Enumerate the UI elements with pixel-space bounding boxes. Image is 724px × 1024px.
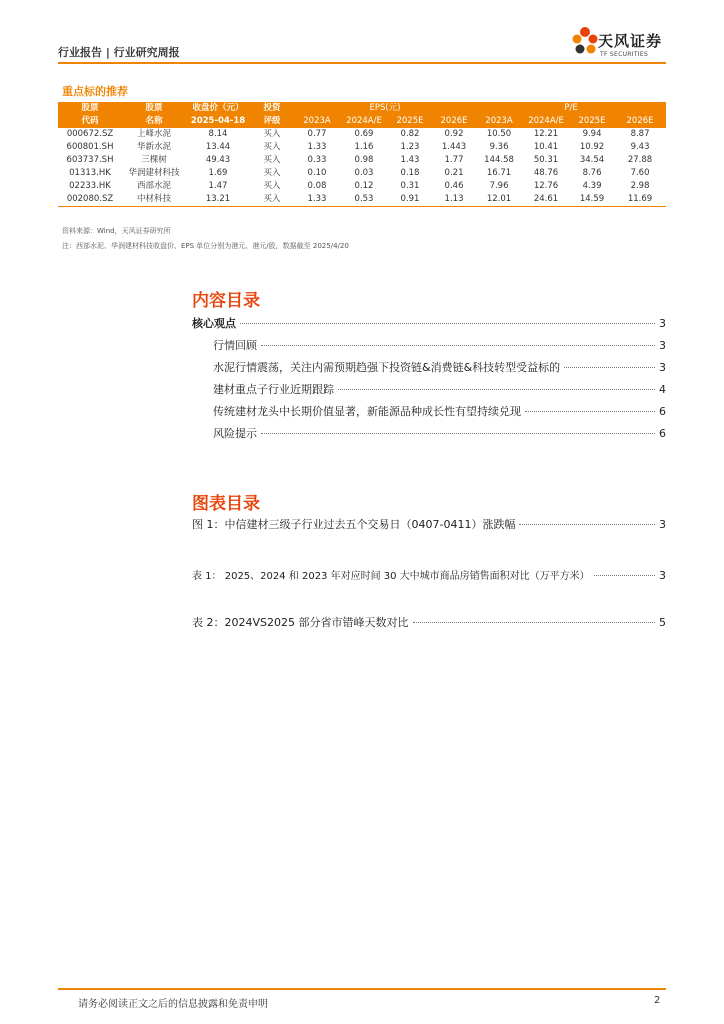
figure-toc-item[interactable]: [192, 614, 666, 630]
header-name-top: 股票: [122, 102, 186, 115]
header-name-bottom: 名称: [122, 115, 186, 128]
table-header-row-bottom: [58, 115, 666, 128]
toc-leader: [413, 622, 656, 623]
page-number: 2: [654, 995, 661, 1006]
cell-pe: 8.76: [582, 168, 602, 178]
header-pe-2023: 2023A: [476, 115, 522, 128]
header-pe-2026: 2026E: [614, 115, 666, 128]
cell-price: 8.14: [208, 129, 228, 139]
cell-eps: 1.33: [307, 142, 327, 152]
cell-name: 中材科技: [122, 193, 186, 207]
toc-leader: [338, 389, 655, 390]
figure-toc-page: 3: [659, 518, 666, 531]
cell-code: 01313.HK: [69, 168, 111, 178]
toc-item[interactable]: [213, 337, 666, 353]
cell-name: 西部水泥: [136, 181, 171, 191]
report-type-title: 行业报告 | 行业研究周报: [58, 46, 180, 59]
logo-english-text: TF SECURITIES: [600, 51, 649, 58]
figure-toc-page: 5: [659, 616, 666, 629]
cell-rating: 买入: [263, 155, 281, 165]
cell-eps: 1.443: [441, 142, 467, 152]
recommend-section-label: 重点标的推荐: [62, 85, 128, 98]
figure-toc-title: 图 1：中信建材三级子行业过去五个交易日（0407-0411）涨跌幅: [192, 518, 516, 531]
toc-leader: [594, 575, 655, 576]
cell-rating: 买入: [263, 181, 281, 191]
footer-divider: [58, 988, 666, 990]
cell-name: 华新水泥: [136, 142, 171, 152]
cell-eps: 0.69: [354, 129, 374, 139]
table-header-row-top: [58, 102, 666, 115]
cell-eps: 0.98: [354, 155, 374, 165]
cell-eps: 0.31: [400, 181, 420, 191]
header-price-bottom: 2025-04-18: [186, 115, 250, 128]
cell-eps: 0.53: [340, 193, 388, 207]
cell-pe: 27.88: [627, 155, 653, 165]
cell-eps: 0.08: [307, 181, 327, 191]
toc-item-title: 建材重点子行业近期跟踪: [213, 383, 334, 396]
cell-pe: 24.61: [522, 193, 570, 207]
table-source-note: 资料来源：Wind，天风证券研究所: [62, 227, 171, 235]
toc-heading: 内容目录: [192, 291, 260, 311]
toc-item-title: 行情回顾: [213, 339, 257, 352]
cell-rating: 买入: [263, 168, 281, 178]
cell-pe: 9.36: [489, 142, 509, 152]
cell-eps: 1.33: [294, 193, 340, 207]
cell-pe: 7.60: [630, 168, 650, 178]
toc-item[interactable]: [213, 425, 666, 441]
toc-item[interactable]: [213, 403, 666, 419]
table-footnote: 注：西部水泥、华润建材科技收盘价、EPS 单位分别为港元、港元/股，数据截至 2025/4/20: [62, 242, 349, 250]
cell-eps: 0.21: [444, 168, 464, 178]
header-price-top: 收盘价（元）: [186, 102, 250, 115]
header-eps-2025: 2025E: [388, 115, 432, 128]
header-eps-2023: 2023A: [294, 115, 340, 128]
header-code-bottom: 代码: [58, 115, 122, 128]
footer-disclaimer: 请务必阅读正文之后的信息披露和免责申明: [78, 999, 268, 1010]
toc-item-page: 4: [659, 383, 666, 396]
cell-pe: 48.76: [533, 168, 559, 178]
toc-leader: [564, 367, 655, 368]
cell-code: 000672.SZ: [66, 129, 114, 139]
cell-eps: 0.33: [307, 155, 327, 165]
header-pe-2025: 2025E: [570, 115, 614, 128]
table-row: [58, 154, 666, 167]
figure-toc-item[interactable]: [192, 516, 666, 532]
cell-pe: 11.69: [614, 193, 666, 207]
cell-eps: 0.18: [400, 168, 420, 178]
cell-pe: 7.96: [489, 181, 509, 191]
cell-code: 002080.SZ: [58, 193, 122, 207]
toc-leader: [525, 411, 655, 412]
cell-pe: 10.50: [486, 129, 512, 139]
toc-item-title: 传统建材龙头中长期价值显著，新能源品种成长性有望持续兑现: [213, 405, 521, 418]
header-rating-top: 投资: [250, 102, 294, 115]
cell-pe: 12.01: [476, 193, 522, 207]
cell-pe: 2.98: [630, 181, 650, 191]
cell-rating: 买入: [250, 193, 294, 207]
cell-price: 1.69: [208, 168, 228, 178]
toc-item-page: 3: [659, 317, 666, 330]
cell-pe: 14.59: [570, 193, 614, 207]
cell-pe: 8.87: [630, 129, 650, 139]
cell-eps: 1.23: [400, 142, 420, 152]
cell-price: 1.47: [208, 181, 228, 191]
cell-pe: 9.94: [582, 129, 602, 139]
cell-eps: 0.92: [444, 129, 464, 139]
cell-name: 三棵树: [141, 155, 167, 165]
toc-item-title: 核心观点: [192, 317, 236, 330]
toc-item[interactable]: [213, 381, 666, 397]
header-code-top: 股票: [58, 102, 122, 115]
toc-leader: [261, 433, 655, 434]
toc-item-page: 3: [659, 361, 666, 374]
cell-pe: 50.31: [533, 155, 559, 165]
toc-item-page: 6: [659, 427, 666, 440]
cell-eps: 1.43: [400, 155, 420, 165]
cell-eps: 1.16: [354, 142, 374, 152]
toc-leader: [519, 524, 655, 525]
cell-price: 49.43: [205, 155, 231, 165]
header-eps-2024: 2024A/E: [340, 115, 388, 128]
cell-eps: 1.13: [432, 193, 476, 207]
toc-item[interactable]: [192, 315, 666, 331]
cell-eps: 0.10: [307, 168, 327, 178]
cell-price: 13.21: [186, 193, 250, 207]
cell-eps: 0.82: [400, 129, 420, 139]
toc-item-page: 3: [659, 339, 666, 352]
header-pe-group: P/E: [476, 102, 666, 115]
cell-name: 上峰水泥: [136, 129, 171, 139]
cell-pe: 12.21: [533, 129, 559, 139]
cell-pe: 34.54: [579, 155, 605, 165]
toc-item[interactable]: [213, 359, 666, 375]
logo-chinese-text: 天风证券: [598, 32, 663, 50]
cell-eps: 0.12: [354, 181, 374, 191]
toc-item-page: 6: [659, 405, 666, 418]
logo-flower-icon: [570, 24, 600, 60]
toc-item-title: 风险提示: [213, 427, 257, 440]
header-divider: [58, 62, 666, 64]
cell-eps: 0.77: [307, 129, 327, 139]
header-rating-bottom: 评级: [250, 115, 294, 128]
cell-eps: 0.03: [354, 168, 374, 178]
cell-eps: 0.46: [444, 181, 464, 191]
table-row: [58, 141, 666, 154]
cell-eps: 0.91: [388, 193, 432, 207]
cell-eps: 1.77: [444, 155, 464, 165]
toc-item-title: 水泥行情震荡，关注内需预期趋强下投资链&消费链&科技转型受益标的: [213, 361, 561, 374]
recommend-table: [58, 102, 666, 207]
cell-pe: 144.58: [484, 155, 514, 165]
figures-toc-heading: 图表目录: [192, 494, 260, 514]
table-row: [58, 128, 666, 141]
company-logo: [570, 24, 670, 62]
cell-rating: 买入: [263, 142, 281, 152]
cell-price: 13.44: [205, 142, 231, 152]
table-row: [58, 180, 666, 193]
table-row: [58, 167, 666, 180]
cell-pe: 10.41: [533, 142, 559, 152]
cell-name: 华润建材科技: [128, 168, 180, 178]
cell-rating: 买入: [263, 129, 281, 139]
cell-pe: 16.71: [486, 168, 512, 178]
table-row: [58, 193, 666, 207]
cell-code: 02233.HK: [69, 181, 111, 191]
figure-toc-title: 表 2：2024VS2025 部分省市错峰天数对比: [192, 616, 409, 629]
cell-pe: 4.39: [582, 181, 602, 191]
header-eps-group: EPS(元): [294, 102, 476, 115]
header-pe-2024: 2024A/E: [522, 115, 570, 128]
figure-toc-title: 表 1： 2025、2024 和 2023 年对应时间 30 大中城市商品房销售面积对比（万平方米）: [192, 571, 590, 582]
header-eps-2026: 2026E: [432, 115, 476, 128]
cell-code: 600801.SH: [66, 142, 114, 152]
cell-code: 603737.SH: [66, 155, 114, 165]
toc-leader: [261, 345, 655, 346]
figure-toc-page: 3: [659, 569, 666, 582]
cell-pe: 10.92: [579, 142, 605, 152]
cell-pe: 12.76: [533, 181, 559, 191]
toc-leader: [240, 323, 655, 324]
figure-toc-item[interactable]: [192, 567, 666, 582]
cell-pe: 9.43: [630, 142, 650, 152]
